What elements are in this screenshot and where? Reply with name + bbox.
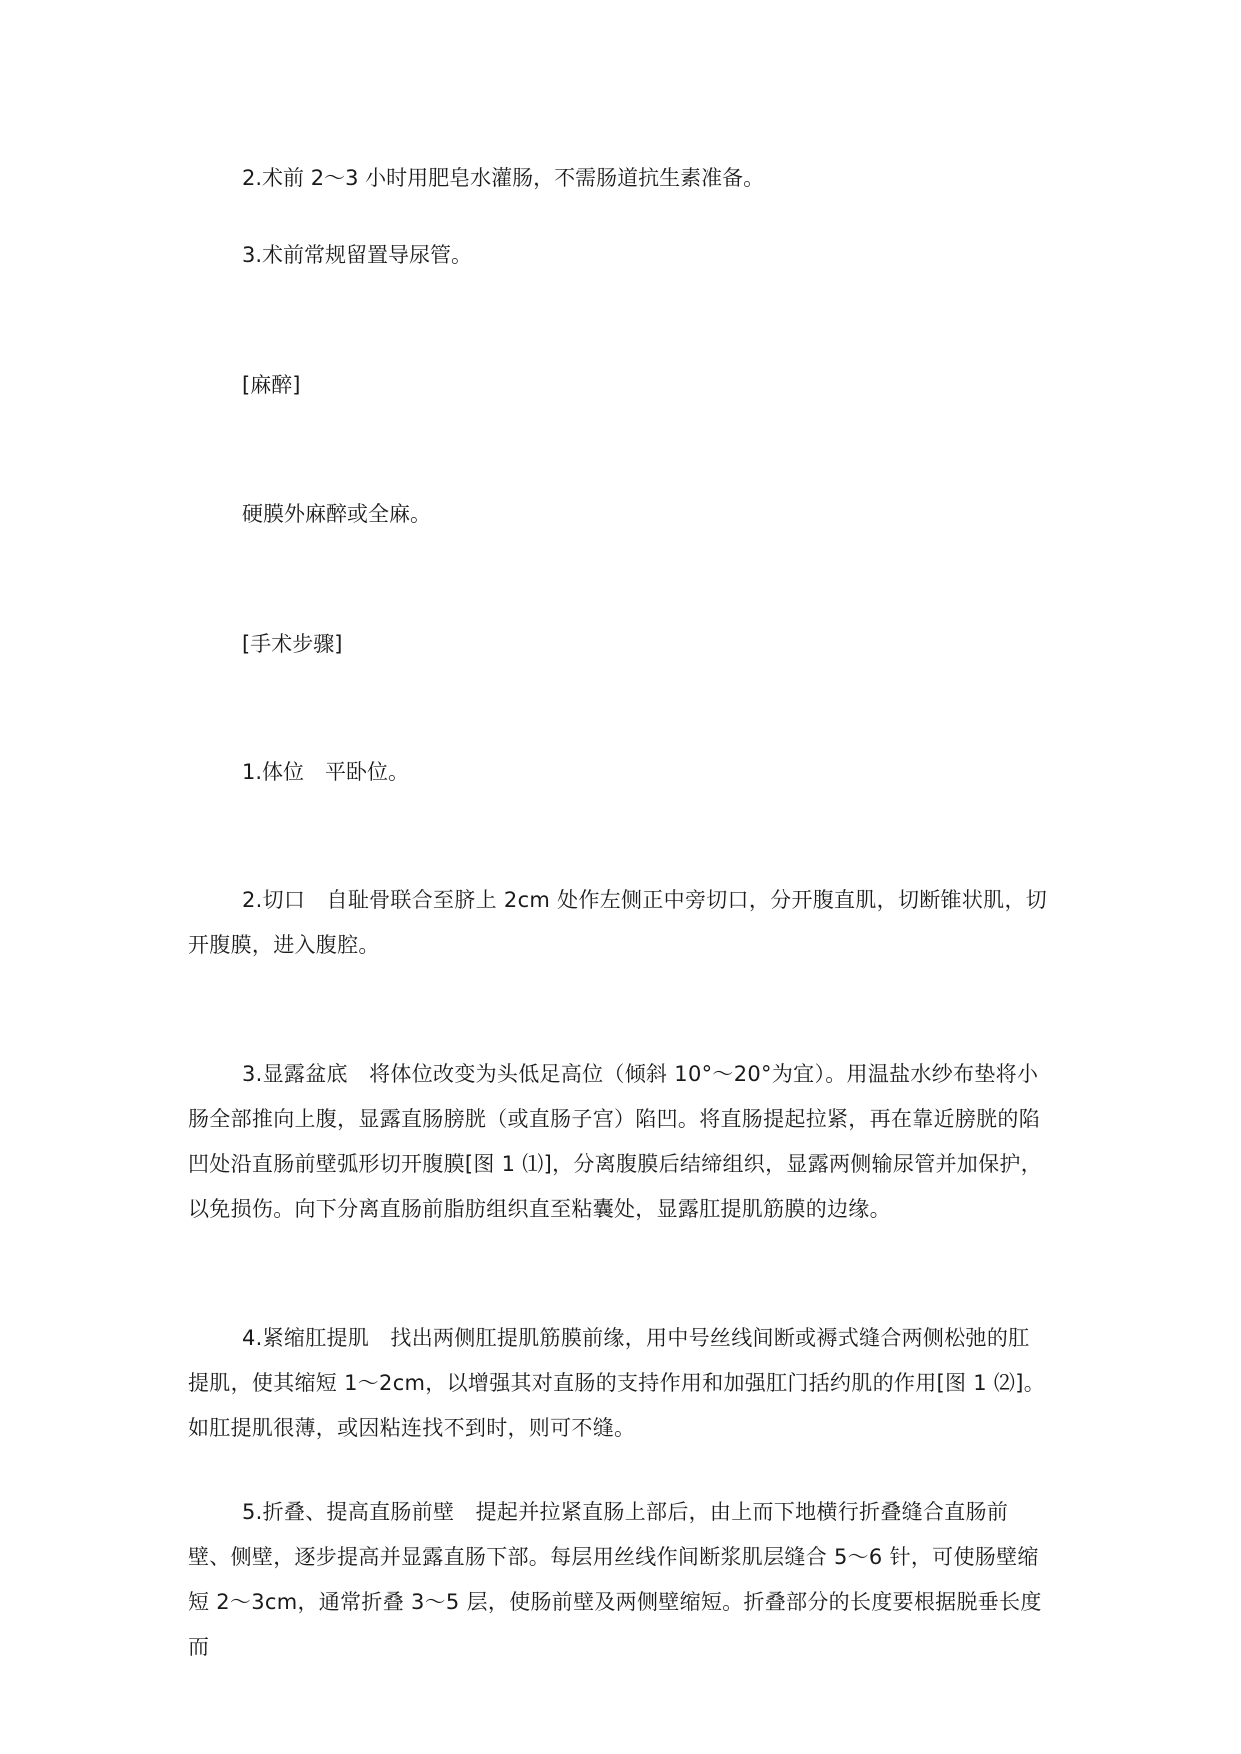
- anesthesia-text: 硬膜外麻醉或全麻。: [242, 502, 431, 526]
- step-3: 3.显露盆底 将体位改变为头低足高位（倾斜 10°～20°为宜）。用温盐水纱布垫将小肠全部推向上腹，显露直肠膀胱（或直肠子宫）陷凹。将直肠提起拉紧，再在靠近膀胱的陷凹处沿直肠前壁弧形切开腹膜[图 1 ⑴]，分离腹膜后结缔组织，显露两侧输尿管并加保护，以免损伤。向下分离直肠前脂肪组织直至粘囊处，显露肛提肌筋膜的边缘。: [188, 1062, 1042, 1221]
- prep-item-2: 2.术前 2～3 小时用肥皂水灌肠，不需肠道抗生素准备。: [242, 166, 765, 190]
- section-heading-anesthesia: [麻醉]: [242, 373, 301, 397]
- step-1: 1.体位 平卧位。: [242, 760, 410, 784]
- step-4: 4.紧缩肛提肌 找出两侧肛提肌筋膜前缘，用中号丝线间断或褥式缝合两侧松弛的肛提肌，使其缩短 1～2cm，以增强其对直肠的支持作用和加强肛门括约肌的作用[图 1 ⑵]。如肛提肌很薄，或因粘连找不到时，则可不缝。: [188, 1326, 1045, 1440]
- section-heading-steps: [手术步骤]: [242, 632, 343, 656]
- prep-item-3: 3.术前常规留置导尿管。: [242, 243, 473, 267]
- step-2: 2.切口 自耻骨联合至脐上 2cm 处作左侧正中旁切口，分开腹直肌，切断锥状肌，切开腹膜，进入腹腔。: [188, 888, 1048, 957]
- step-5: 5.折叠、提高直肠前壁 提起并拉紧直肠上部后，由上而下地横行折叠缝合直肠前壁、侧壁，逐步提高并显露直肠下部。每层用丝线作间断浆肌层缝合 5～6 针，可使肠壁缩短 2～3cm，通常折叠 3～5 层，使肠前壁及两侧壁缩短。折叠部分的长度要根据脱垂长度而: [188, 1500, 1042, 1659]
